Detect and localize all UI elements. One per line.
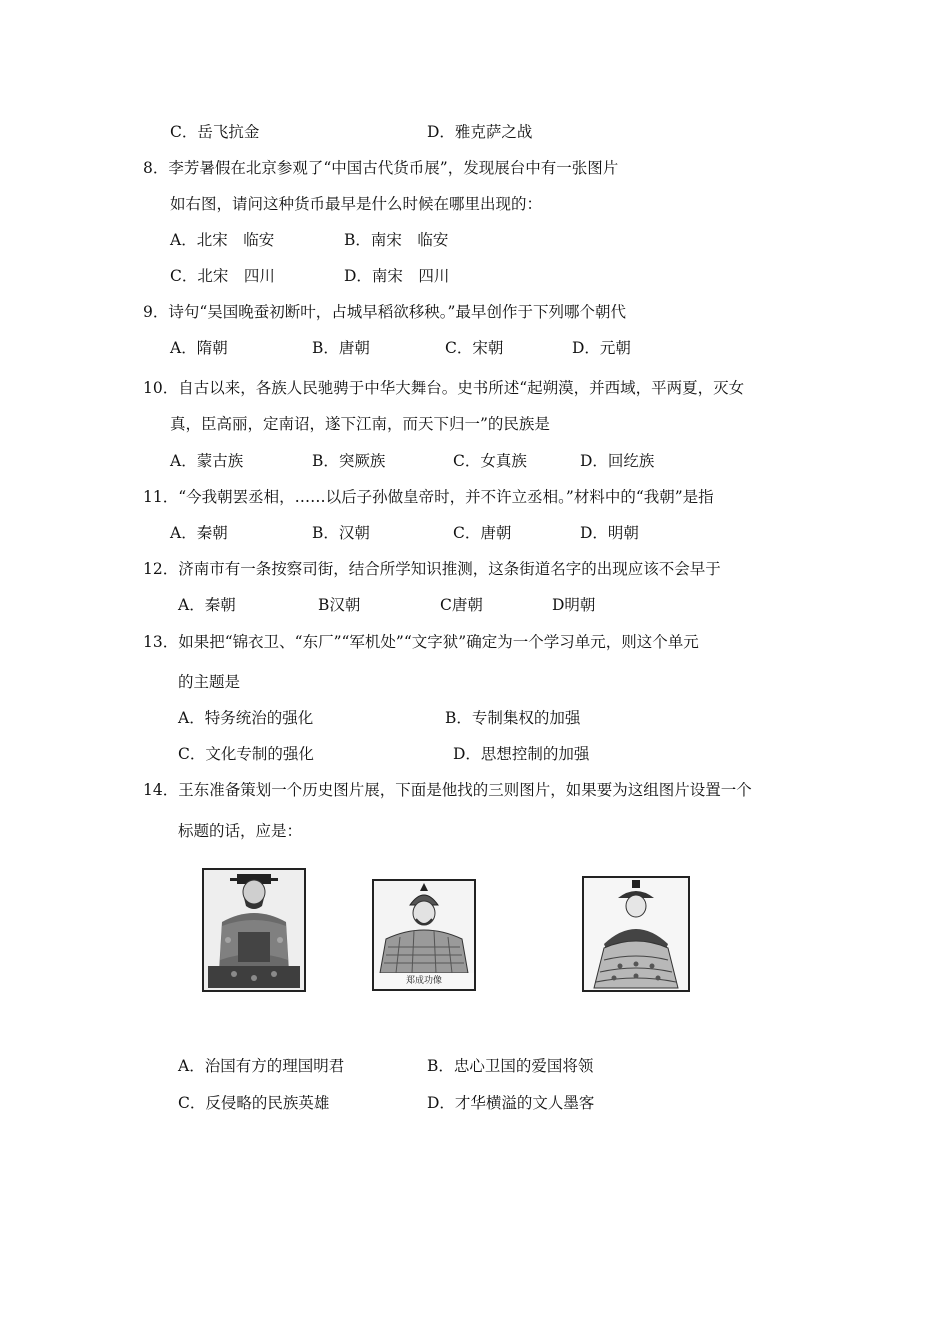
q12-option-b: B汉朝 (318, 596, 361, 614)
figure-qing-emperor-portrait (582, 876, 690, 992)
q9-option-d: D．元朝 (572, 339, 631, 357)
q13-option-c: C．文化专制的强化 (178, 745, 314, 763)
q8-option-b: B．南宋 临安 (344, 231, 449, 249)
q10-stem-line-1: 10．自古以来，各族人民驰骋于中华大舞台。史书所述“起朔漠，并西域，平两夏，灭女 (143, 379, 745, 397)
q9-stem: 9．诗句“吴国晚蚕初断叶，占城早稻欲移秧。”最早创作于下列哪个朝代 (143, 303, 626, 321)
q12-option-c: C唐朝 (440, 596, 483, 614)
q13-stem-line-2: 的主题是 (178, 673, 241, 691)
q13-option-a: A．特务统治的强化 (178, 709, 314, 727)
q12-stem: 12．济南市有一条按察司街，结合所学知识推测，这条街道名字的出现应该不会早于 (143, 560, 721, 578)
figure-2-caption: 郑成功像 (405, 976, 442, 986)
q14-option-a: A．治国有方的理国明君 (178, 1057, 345, 1075)
general-portrait-image (374, 881, 474, 973)
q10-option-c: C．女真族 (453, 452, 527, 470)
q8-stem-line-2: 如右图，请问这种货币最早是什么时候在哪里出现的： (170, 195, 543, 213)
figure-emperor-portrait (202, 868, 306, 992)
q7-option-c: C．岳飞抗金 (170, 123, 260, 141)
q12-option-d: D明朝 (552, 596, 596, 614)
q13-option-d: D．思想控制的加强 (453, 745, 590, 763)
q11-option-d: D．明朝 (580, 524, 639, 542)
qing-emperor-portrait-image (584, 878, 688, 990)
q9-option-b: B．唐朝 (312, 339, 370, 357)
q10-stem-line-2: 真，臣高丽，定南诏，遂下江南，而天下归一”的民族是 (170, 415, 550, 433)
q8-stem-line-1: 8．李芳暑假在北京参观了“中国古代货币展”，发现展台中有一张图片 (143, 159, 619, 177)
q7-option-d: D．雅克萨之战 (427, 123, 533, 141)
q10-option-d: D．回纥族 (580, 452, 655, 470)
q8-option-c: C．北宋 四川 (170, 267, 275, 285)
q11-option-b: B．汉朝 (312, 524, 370, 542)
q14-option-b: B．忠心卫国的爱国将领 (427, 1057, 594, 1075)
q14-stem-line-1: 14．王东准备策划一个历史图片展，下面是他找的三则图片，如果要为这组图片设置一个 (143, 781, 752, 799)
figure-general-portrait (372, 879, 476, 991)
q13-stem-line-1: 13．如果把“锦衣卫、“东厂”“军机处”“文字狱”确定为一个学习单元，则这个单元 (143, 633, 699, 651)
q11-option-a: A．秦朝 (170, 524, 228, 542)
q11-option-c: C．唐朝 (453, 524, 512, 542)
q11-stem: 11．“今我朝罢丞相，……以后子孙做皇帝时，并不许立丞相。”材料中的“我朝”是指 (143, 488, 714, 506)
q14-option-d: D．才华横溢的文人墨客 (427, 1094, 595, 1112)
q10-option-b: B．突厥族 (312, 452, 386, 470)
q8-option-d: D．南宋 四川 (344, 267, 450, 285)
q9-option-a: A．隋朝 (170, 339, 228, 357)
q9-option-c: C．宋朝 (445, 339, 504, 357)
q14-option-c: C．反侵略的民族英雄 (178, 1094, 330, 1112)
q13-option-b: B．专制集权的加强 (445, 709, 581, 727)
q8-option-a: A．北宋 临安 (170, 231, 275, 249)
q10-option-a: A．蒙古族 (170, 452, 244, 470)
emperor-portrait-image (204, 870, 304, 990)
q12-option-a: A．秦朝 (178, 596, 236, 614)
q14-stem-line-2: 标题的话，应是： (178, 822, 303, 840)
